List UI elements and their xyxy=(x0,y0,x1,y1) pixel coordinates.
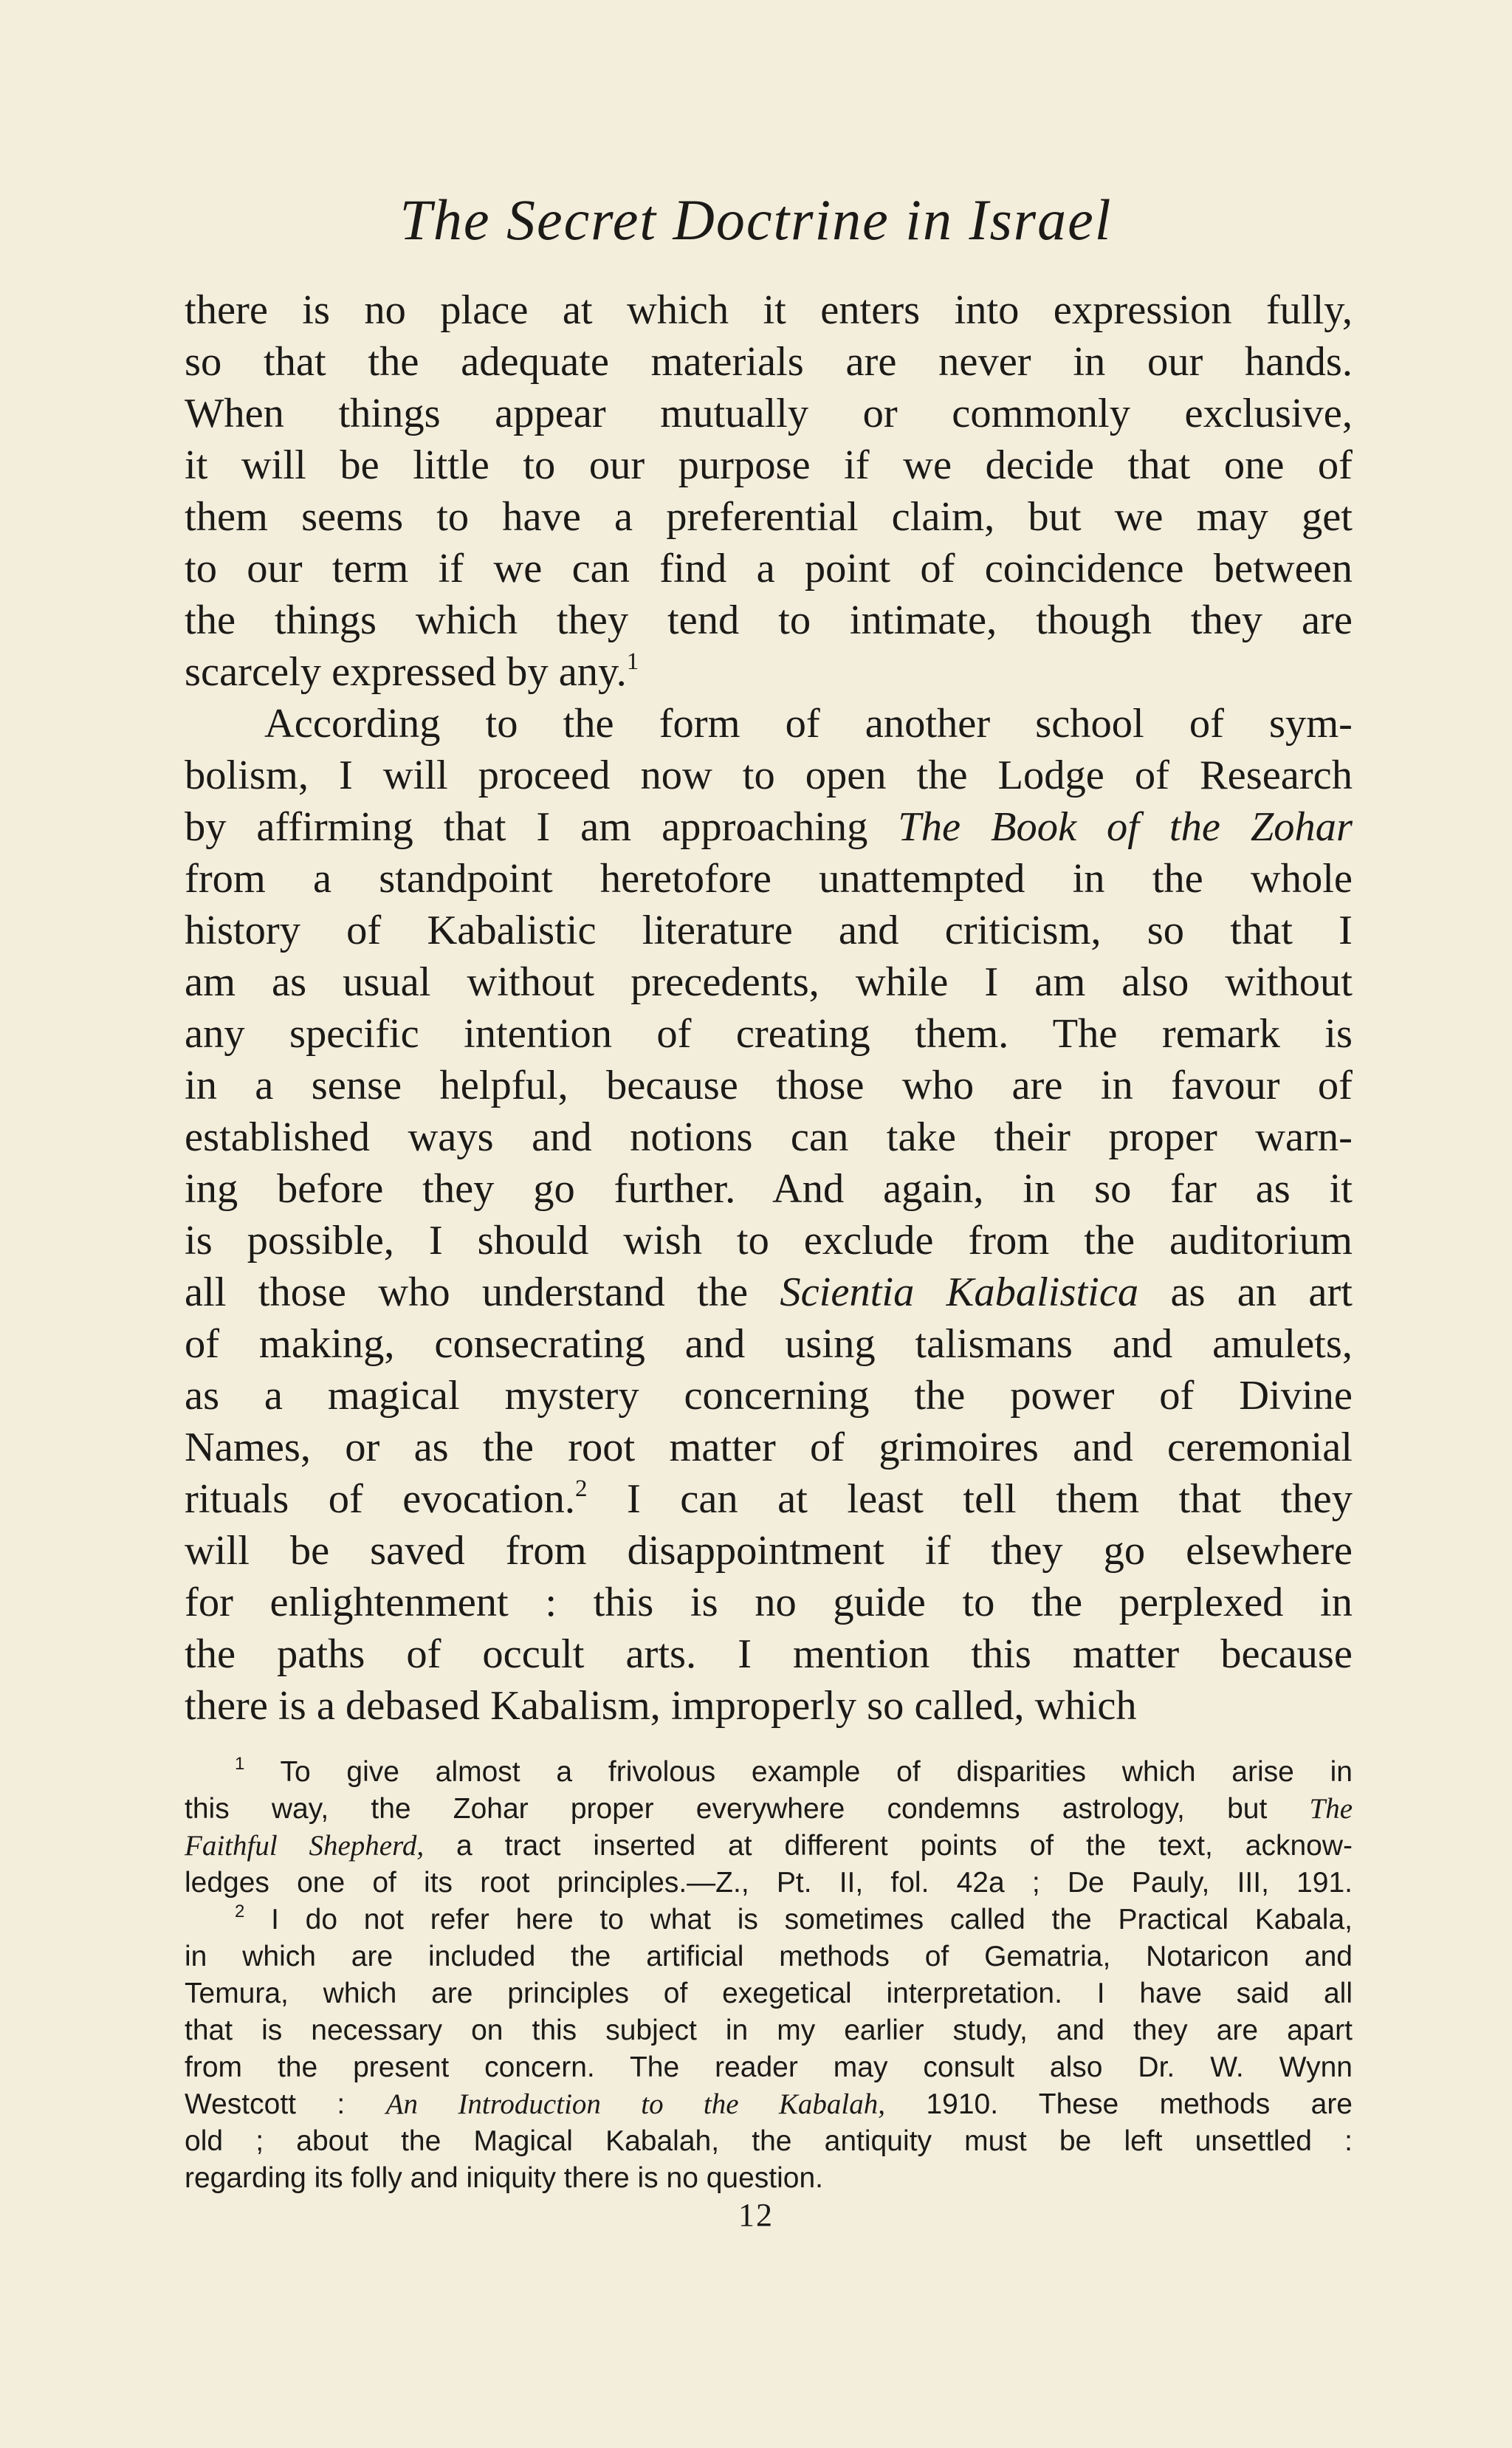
body-text: all those who understand the xyxy=(185,1269,749,1315)
body-line: is possible, I should wish to exclude from the auditorium xyxy=(185,1218,1353,1264)
body-line: the paths of occult arts. I mention this matter because xyxy=(185,1631,1353,1677)
footnote-text: this way, the Zohar proper everywhere condemns astrology, but xyxy=(185,1793,1268,1825)
footnote-text: I do not refer here to what is sometimes called the Practical Kabala, xyxy=(271,1904,1353,1936)
body-line: When things appear mutually or commonly exclusive, xyxy=(185,391,1353,436)
footnote-text: a tract inserted at different points of the text, acknow- xyxy=(456,1830,1353,1862)
body-line: ing before they go further. And again, in so far as it xyxy=(185,1166,1353,1212)
footnote-reference: 1 xyxy=(626,648,639,675)
body-line: According to the form of another school of sym- xyxy=(264,701,1353,747)
body-text: I can at least tell them that they xyxy=(626,1476,1353,1522)
footnote-marker: 1 xyxy=(235,1754,245,1774)
page-number: 12 xyxy=(738,2197,774,2233)
footnote-line xyxy=(185,1791,1353,1828)
footnote-text: To give almost a frivolous example of disparities which arise in xyxy=(280,1756,1353,1788)
body-line: so that the adequate materials are never in our hands. xyxy=(185,339,1353,385)
body-line: for enlightenment : this is no guide to the perplexed in xyxy=(185,1580,1353,1625)
footnote-line xyxy=(185,2086,1353,2123)
footnote-line xyxy=(235,1754,1353,1791)
footnote-line xyxy=(235,1902,1353,1938)
footnote-line: Temura, which are principles of exegetical interpretation. I have said all xyxy=(185,1978,1353,2009)
body-line: as a magical mystery concerning the power of Divine xyxy=(185,1373,1353,1419)
footnote-reference: 2 xyxy=(575,1475,588,1502)
footnote-text: Westcott : xyxy=(185,2088,346,2120)
body-line: will be saved from disappointment if they go elsewhere xyxy=(185,1528,1353,1574)
body-text: scarcely expressed by any. xyxy=(185,649,627,695)
footnote-line: in which are included the artificial methods of Gematria, Notaricon and xyxy=(185,1941,1353,1972)
body-line: from a standpoint heretofore unattempted in the whole xyxy=(185,856,1353,902)
body-line: established ways and notions can take their proper warn- xyxy=(185,1114,1353,1160)
body-line: in a sense helpful, because those who are in favour of xyxy=(185,1063,1353,1108)
footnote-italic: Faithful Shepherd, xyxy=(185,1830,425,1862)
footnote-marker: 2 xyxy=(235,1902,245,1921)
footnote-line: that is necessary on this subject in my earlier study, and they are apart xyxy=(185,2015,1353,2046)
body-line xyxy=(185,801,1353,853)
body-line: there is a debased Kabalism, improperly so called, which xyxy=(185,1683,1137,1729)
body-line: to our term if we can find a point of coincidence between xyxy=(185,546,1353,592)
body-line: of making, consecrating and using talismans and amulets, xyxy=(185,1321,1353,1367)
book-title-italic: The Book of the Zohar xyxy=(898,804,1353,850)
footnote-italic: The xyxy=(1309,1793,1353,1825)
body-text: rituals of evocation. xyxy=(185,1476,575,1522)
footnote-line xyxy=(185,1828,1353,1865)
body-text: by affirming that I am approaching xyxy=(185,804,868,850)
footnote-line: ledges one of its root principles.—Z., Pt. II, fol. 42a ; De Pauly, III, 191. xyxy=(185,1867,1353,1899)
body-text: as an art xyxy=(1170,1269,1353,1315)
footnote-line: from the present concern. The reader may consult also Dr. W. Wynn xyxy=(185,2051,1353,2083)
body-line: am as usual without precedents, while I am also without xyxy=(185,959,1353,1005)
body-line xyxy=(185,1473,1353,1525)
body-line: them seems to have a preferential claim, but we may get xyxy=(185,494,1353,540)
body-line: the things which they tend to intimate, though they are xyxy=(185,597,1353,643)
footnote-line: old ; about the Magical Kabalah, the antiquity must be left unsettled : xyxy=(185,2125,1353,2157)
body-line: it will be little to our purpose if we decide that one of xyxy=(185,442,1353,488)
body-line: Names, or as the root matter of grimoires and ceremonial xyxy=(185,1424,1353,1470)
footnote-text: 1910. These methods are xyxy=(926,2088,1353,2120)
body-line xyxy=(185,646,1353,698)
running-head-title: The Secret Doctrine in Israel xyxy=(399,188,1113,252)
latin-term-italic: Scientia Kabalistica xyxy=(780,1269,1139,1315)
body-line: there is no place at which it enters into expression fully, xyxy=(185,287,1353,333)
body-line: history of Kabalistic literature and criticism, so that I xyxy=(185,908,1353,953)
body-line: any specific intention of creating them. The remark is xyxy=(185,1011,1353,1057)
body-line: bolism, I will proceed now to open the Lodge of Research xyxy=(185,752,1353,798)
footnote-line: regarding its folly and iniquity there is no question. xyxy=(185,2162,824,2194)
footnote-italic: An Introduction to the Kabalah, xyxy=(385,2088,886,2120)
body-line xyxy=(185,1266,1353,1318)
